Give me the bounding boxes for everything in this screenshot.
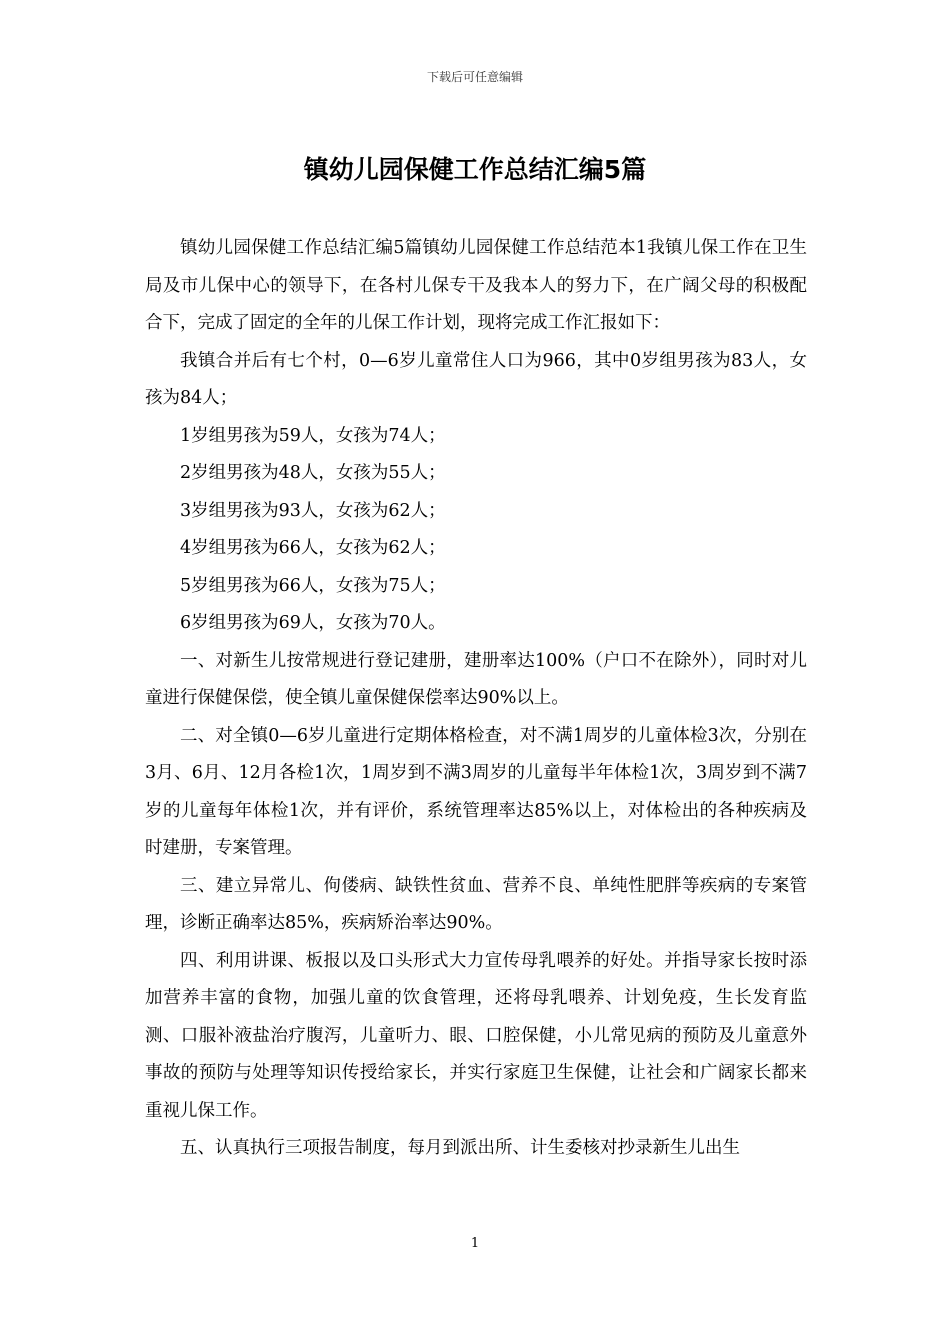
paragraph: 4岁组男孩为66人，女孩为62人；: [180, 538, 446, 558]
paragraph: 6岁组男孩为69人，女孩为70人。: [180, 613, 446, 633]
paragraph: 镇幼儿园保健工作总结汇编5篇镇幼儿园保健工作总结范本1我镇儿保工作在卫生局及市儿保中心的领导下，在各村儿保专干及我本人的努力下，在广阔父母的积极配合下，完成了固定的全年的儿保工作计划，现将完成工作汇报如下：: [145, 238, 807, 333]
paragraph: 五、认真执行三项报告制度，每月到派出所、计生委核对抄录新生儿出生: [180, 1138, 740, 1158]
paragraph: 5岁组男孩为66人，女孩为75人；: [180, 575, 446, 596]
paragraph: 1岁组男孩为59人，女孩为74人；: [180, 425, 446, 446]
document-title: 镇幼儿园保健工作总结汇编5篇: [303, 155, 647, 184]
page-number: 1: [470, 1236, 480, 1251]
paragraph: 三、建立异常儿、佝偻病、缺铁性贫血、营养不良、单纯性肥胖等疾病的专案管理，诊断正确率达85%，疾病矫治率达90%。: [145, 875, 807, 933]
paragraph: 四、利用讲课、板报以及口头形式大力宣传母乳喂养的好处。并指导家长按时添加营养丰富的食物，加强儿童的饮食管理，还将母乳喂养、计划免疫，生长发育监测、口服补液盐治疗腹泻，儿童听力、眼、口腔保健，小儿常见病的预防及儿童意外事故的预防与处理等知识传授给家长，并实行家庭卫生保健，让社会和广阔家长都来重视儿保工作。: [145, 950, 807, 1121]
paragraph: 2岁组男孩为48人，女孩为55人；: [180, 463, 446, 483]
paragraph: 二、对全镇0—6岁儿童进行定期体格检查，对不满1周岁的儿童体检3次，分别在3月、6月、12月各检1次，1周岁到不满3周岁的儿童每半年体检1次，3周岁到不满7岁的儿童每年体检1次，并有评价，系统管理率达85%以上，对体检出的各种疾病及时建册，专案管理。: [145, 725, 807, 858]
paragraph: 我镇合并后有七个村，0—6岁儿童常住人口为966，其中0岁组男孩为83人，女孩为84人；: [145, 350, 807, 408]
paragraph: 一、对新生儿按常规进行登记建册，建册率达100%（户口不在除外），同时对儿童进行保健保偿，使全镇儿童保健保偿率达90%以上。: [145, 650, 807, 708]
document-body: [145, 230, 807, 1168]
header-note: 下载后可任意编辑: [426, 70, 523, 84]
paragraph: 3岁组男孩为93人，女孩为62人；: [180, 500, 446, 521]
